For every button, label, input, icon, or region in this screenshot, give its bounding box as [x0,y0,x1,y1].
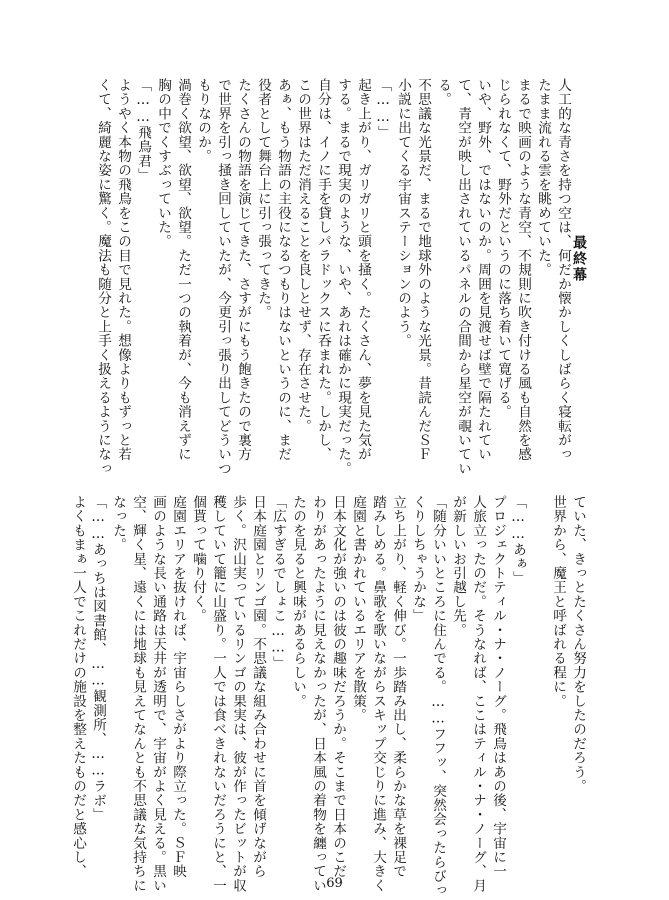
text-line: プロジェクトティル・ナ・ノーグ。飛鳥はあの後、宇宙に一 [490,495,506,879]
text-line: まるで映画のような青空、不規則に吹き付ける風も自然を感 [515,78,531,462]
text-line: なった。 [110,495,126,552]
text-line [528,495,548,847]
text-line: 立ち上がり、軽く伸び。一歩踏み出し、柔らかな草を裸足で [390,495,406,879]
text-line: わりがあったように見えなかったが、日本風の着物を纏ってい [310,495,326,893]
text-line: くて、綺麗な姿に驚く。魔法も随分と上手く扱えるようになっ [95,78,111,476]
text-line: いや、野外、ではないのか。周囲を見渡せば壁で隔たれてい [475,78,491,462]
text-line: たまま流れる雲を眺めていた。 [535,78,551,277]
text-line: 日本庭園とリンゴ園。不思議な組み合わせに首を傾げながら [250,495,266,879]
text-line: ていた、きっとたくさん努力をしたのだろう。 [570,495,586,794]
text-line: 小説に出てくる宇宙ステーションのよう。 [395,78,411,348]
text-line [573,78,593,472]
text-line: 胸の中でくすぶっていた。 [155,78,171,249]
text-line: あぁ、もう物語の主役になるつもりはないというのに、まだ [275,78,291,462]
text-line: 庭園エリアを抜ければ、宇宙らしさがより際立った。ＳＦ映 [170,495,186,879]
text-line: 「……飛鳥君」 [135,78,151,183]
text-line: 「随分いいところに住んでる。……フフッ、突然会ったらびっ [430,495,446,898]
page-number: 69 [326,876,343,891]
text-line: 渦巻く欲望、欲望、欲望。ただ一つの執着が、今も消えずに [175,78,191,462]
text-line: 人工的な青さを持つ空は、何だか懐かしくしばらく寝転がっ [555,78,571,462]
text-line: 起き上がり、ガリガリと頭を掻く。たくさん、夢を見た気が [355,78,371,462]
text-line: もりなのか。 [195,78,211,164]
text-line: 個貰って噛り付く。 [190,495,206,623]
text-line: たくさんの物語を演じてきた、さすがにもう飽きたので裏方 [235,78,251,462]
text-line: 穫していて籠に山盛り。一人では食べきれないだろうにと、一 [210,495,226,893]
text-line: 「……あぁ」 [510,495,526,585]
text-line: する。まるで現実のような、いや、あれは確かに現実だった。 [335,78,351,476]
text-line: で世界を引っ掻き回していたが、今更引っ張り出してどういつ [215,78,231,476]
text-line: ようやく本物の飛鳥をこの目で見れた。想像よりもずっと若 [115,78,131,462]
text-line: じられなくて、野外だというのに落ち着いて寛げる。 [495,78,511,419]
text-line: 庭園と書かれているエリアを散策。 [350,495,366,723]
text-line: 日本文化が強いのは彼の趣味だろうか。そこまで日本のこだ [330,495,346,879]
text-line: 画のような長い通路は天井が透明で、宇宙がよく見える。黒い [150,495,166,893]
text-line: て、青空が映し出されているパネルの合間から星空が覗いてい [455,78,471,476]
upper-text-block [93,78,593,476]
text-line: くりしちゃうかな」 [410,495,426,623]
text-line: この世界はただ消えることを良しとせず、存在させた。 [295,78,311,433]
text-line: 自分は、イノに手を貸しパラドックスに呑まれた。しかし、 [315,78,331,462]
text-line: る。 [435,78,451,107]
text-line: 「……あっちは図書館、……観測所、……ラボ」 [90,495,106,822]
text-line: 空、輝く星、遠くには地球も見えてなんとも不思議な気持ちに [130,495,146,893]
text-line: よくもまぁ一人でこれだけの施設を整えたものだと感心し、 [70,495,86,879]
text-line: 「……」 [375,78,391,140]
text-line: 「広すぎるでしょこ……」 [270,495,286,671]
text-line: 世界から、魔王と呼ばれる程に。 [550,495,566,708]
text-line: 不思議な光景だ、まるで地球外のような光景。昔読んだＳＦ [415,78,431,462]
chapter-heading: 最終幕 [571,235,587,283]
text-line: たのを見ると興味があるらしい。 [290,495,306,708]
text-line: 歩く。沢山実っているリンゴの果実は、彼が作ったビットが収 [230,495,246,893]
text-line: 踏みしめる。鼻歌を歌いながらスキップ交じりに進み、大きく [370,495,386,893]
text-line: 人旅立ったのだ。そうなれば、ここはティル・ナ・ノーグ、月 [470,495,486,893]
text-line: が新しいお引越し先。 [450,495,466,637]
text-line: 役者として舞台上に引っ張ってきた。 [255,78,271,320]
